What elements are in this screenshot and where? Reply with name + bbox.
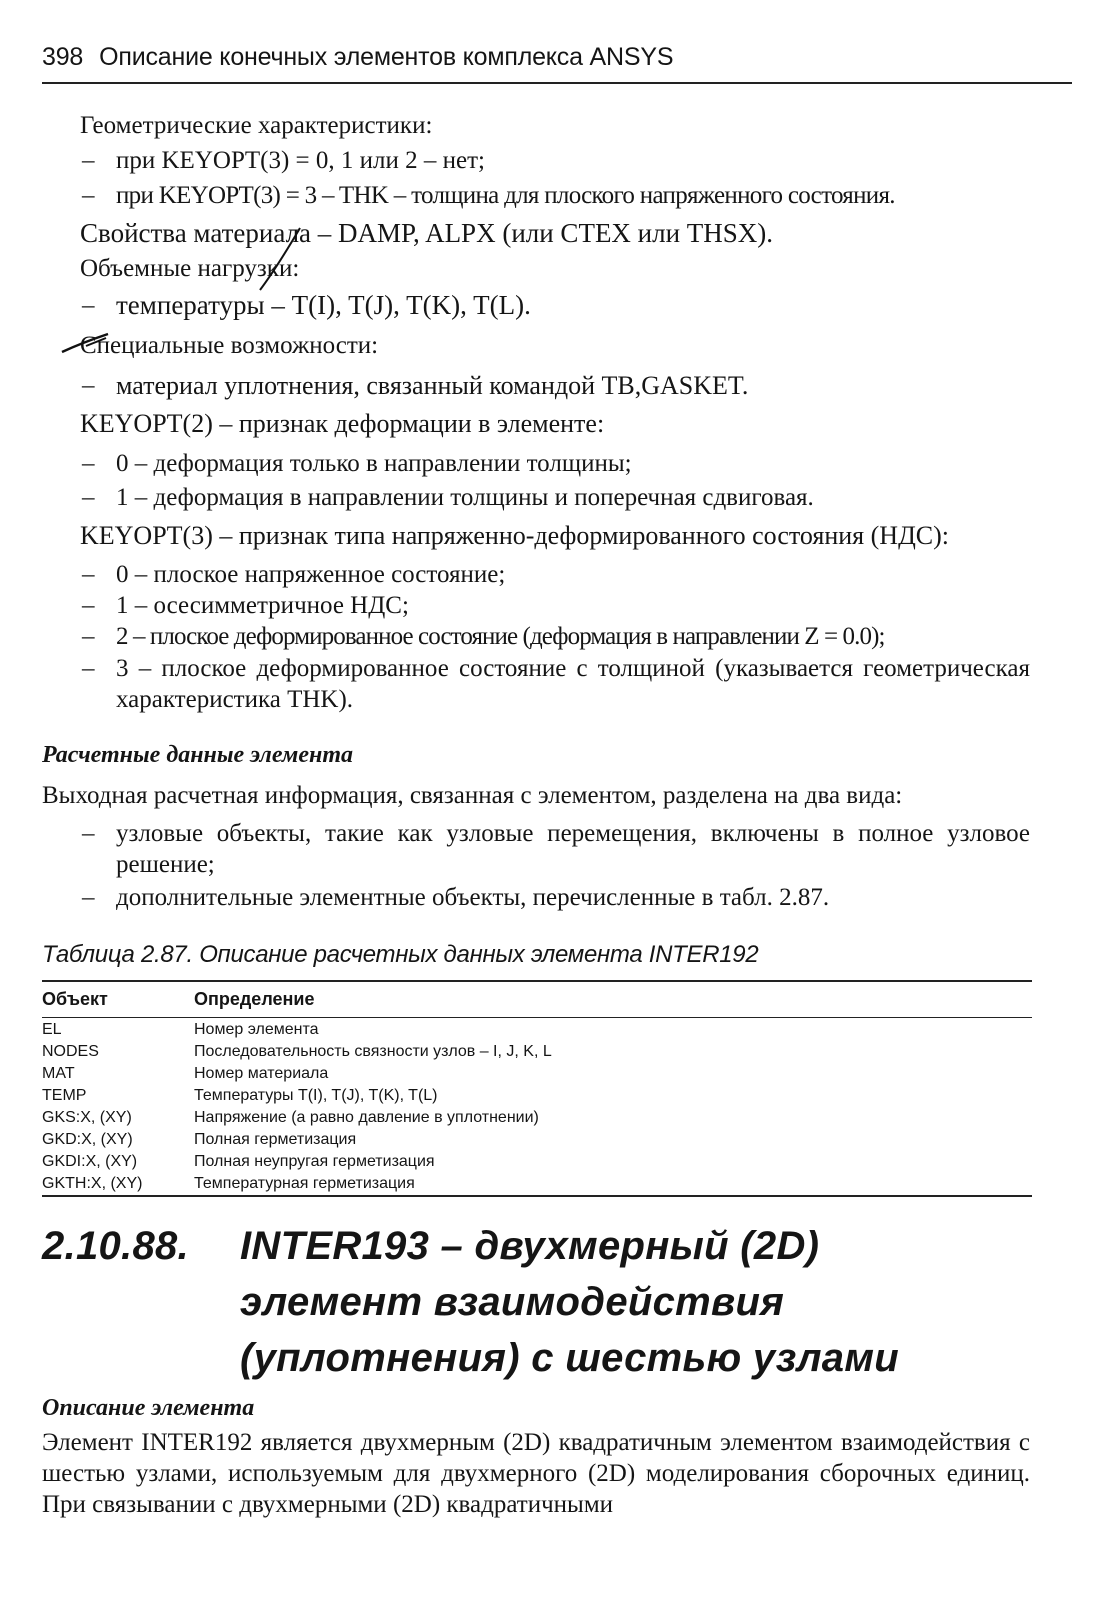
table-row [42, 1107, 1032, 1129]
table-cell-definition: Полная неупругая герметизация [194, 1153, 435, 1170]
running-head [42, 42, 1072, 72]
material-properties: Свойства материала – DAMP, ALPX (или CTEX или THSX). [80, 218, 774, 248]
table-header-definition: Определение [194, 989, 315, 1009]
chapter-title-line: INTER193 – двухмерный (2D) [240, 1224, 820, 1268]
list-dash: – [82, 484, 95, 511]
table-cell-definition: Напряжение (а равно давление в уплотнении) [194, 1109, 539, 1126]
list-dash: – [82, 561, 95, 588]
list-item: 3 – плоское деформированное состояние с толщиной (указывается геометрическая характеристика THK). [116, 655, 1030, 713]
list-dash: – [82, 623, 95, 650]
chapter-number: 2.10.88. [42, 1224, 189, 1268]
table-row [42, 1019, 1032, 1041]
table-cell-object: EL [42, 1021, 62, 1038]
table-caption: Таблица 2.87. Описание расчетных данных элемента INTER192 [42, 941, 759, 968]
page-number: 398 [42, 43, 84, 71]
special-features-heading: Специальные возможности: [80, 332, 379, 359]
table-cell-definition: Последовательность связности узлов – I, J, K, L [194, 1043, 552, 1060]
list-dash: – [82, 147, 95, 174]
table-cell-object: NODES [42, 1043, 99, 1060]
table-cell-object: GKD:X, (XY) [42, 1131, 133, 1148]
list-item: при KEYOPT(3) = 0, 1 или 2 – нет; [116, 147, 485, 174]
table-cell-object: GKDI:X, (XY) [42, 1153, 138, 1170]
list-item: 0 – деформация только в направлении толщины; [116, 450, 632, 477]
list-dash: – [82, 182, 95, 209]
list-dash: – [82, 655, 95, 682]
table-cell-definition: Температурная герметизация [194, 1175, 415, 1192]
chapter-title-line: (уплотнения) с шестью узлами [240, 1336, 899, 1380]
list-dash: – [82, 884, 95, 911]
chapter-title-line: элемент взаимодействия [240, 1280, 785, 1324]
list-dash: – [82, 450, 95, 477]
table-cell-definition: Температуры T(I), T(J), T(K), T(L) [194, 1087, 438, 1104]
list-dash: – [82, 592, 95, 619]
table-row [42, 1151, 1032, 1173]
table-cell-definition: Номер элемента [194, 1021, 319, 1038]
table-row [42, 1041, 1032, 1063]
list-item: дополнительные элементные объекты, перечисленные в табл. 2.87. [116, 884, 830, 911]
table-bottom-rule [42, 1195, 1032, 1197]
table-row [42, 1129, 1032, 1151]
table-top-rule [42, 980, 1032, 982]
keyopt3-heading: KEYOPT(3) – признак типа напряженно-деформированного состояния (НДС): [80, 521, 950, 550]
table-row [42, 1063, 1032, 1085]
list-item: 0 – плоское напряженное состояние; [116, 561, 506, 588]
table-cell-definition: Номер материала [194, 1065, 329, 1082]
list-item: узловые объекты, такие как узловые перемещения, включены в полное узловое решение; [116, 820, 1030, 878]
section-title: Расчетные данные элемента [42, 742, 353, 768]
list-item: материал уплотнения, связанный командой TB,GASKET. [116, 371, 749, 400]
table-cell-object: GKS:X, (XY) [42, 1109, 132, 1126]
table-cell-object: GKTH:X, (XY) [42, 1175, 143, 1192]
table-cell-definition: Полная герметизация [194, 1131, 357, 1148]
list-dash: – [82, 292, 95, 319]
geometry-heading: Геометрические характеристики: [80, 112, 433, 139]
output-intro: Выходная расчетная информация, связанная с элементом, разделена на два вида: [42, 782, 903, 809]
description-paragraph: Элемент INTER192 является двухмерным (2D) квадратичным элементом взаимодействия с шестью узлами, используемым для двухмерного (2D) моделирования сборочных единиц. При связывании с двухмерными (2D) квадратичными [42, 1429, 1030, 1518]
list-item: при KEYOPT(3) = 3 – THK – толщина для плоского напряженного состояния. [116, 182, 895, 209]
list-dash: – [82, 820, 95, 847]
table-cell-object: TEMP [42, 1087, 87, 1104]
keyopt2-heading: KEYOPT(2) – признак деформации в элементе: [80, 409, 605, 438]
table-row [42, 1173, 1032, 1195]
list-item: 1 – деформация в направлении толщины и поперечная сдвиговая. [116, 484, 814, 511]
table-header-object: Объект [42, 989, 108, 1009]
running-head-title: Описание конечных элементов комплекса ANSYS [99, 43, 674, 71]
table-row [42, 1085, 1032, 1107]
list-item: температуры – T(I), T(J), T(K), T(L). [116, 290, 531, 320]
table-cell-object: MAT [42, 1065, 75, 1082]
list-dash: – [82, 372, 95, 399]
list-item: 1 – осесимметричное НДС; [116, 592, 409, 619]
section-title: Описание элемента [42, 1395, 255, 1421]
running-head-rule [42, 82, 1072, 84]
body-loads-heading: Объемные нагрузки: [80, 255, 300, 282]
table-header-rule [42, 1017, 1032, 1018]
list-item: 2 – плоское деформированное состояние (деформация в направлении Z = 0.0); [116, 623, 885, 650]
